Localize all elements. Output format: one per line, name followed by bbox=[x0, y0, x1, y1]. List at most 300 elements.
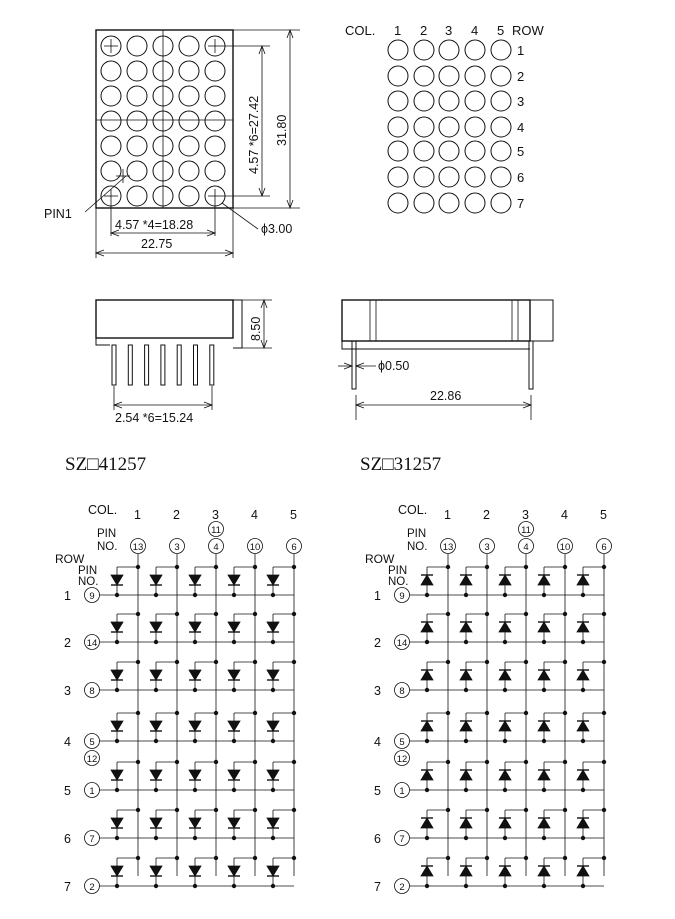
schematic-pin-label: PIN bbox=[97, 528, 117, 540]
junction-dot bbox=[115, 836, 119, 840]
led-diode-symbol bbox=[111, 866, 123, 876]
led-diode-symbol bbox=[499, 721, 511, 731]
junction-dot bbox=[136, 856, 140, 860]
junction-dot bbox=[253, 612, 257, 616]
front-led-dot bbox=[205, 61, 225, 81]
schematic-row-label: ROW bbox=[365, 552, 395, 566]
junction-dot bbox=[464, 739, 468, 743]
junction-dot bbox=[602, 760, 606, 764]
dotmap-led-dot bbox=[414, 167, 434, 187]
junction-dot bbox=[446, 565, 450, 569]
junction-dot bbox=[464, 884, 468, 888]
dotmap-led-dot bbox=[491, 141, 511, 161]
junction-dot bbox=[154, 593, 158, 597]
junction-dot bbox=[193, 788, 197, 792]
dim-width-pitch: 4.57 *4=18.28 bbox=[115, 218, 194, 232]
junction-dot bbox=[175, 808, 179, 812]
junction-dot bbox=[193, 739, 197, 743]
junction-dot bbox=[542, 593, 546, 597]
junction-dot bbox=[563, 660, 567, 664]
model-left-name: SZ□41257 bbox=[65, 454, 147, 475]
led-diode-symbol bbox=[150, 866, 162, 876]
junction-dot bbox=[425, 788, 429, 792]
junction-dot bbox=[292, 565, 296, 569]
side-pin bbox=[194, 345, 198, 385]
junction-dot bbox=[524, 711, 528, 715]
junction-dot bbox=[446, 711, 450, 715]
junction-dot bbox=[136, 711, 140, 715]
junction-dot bbox=[581, 788, 585, 792]
row-pin-number: 7 bbox=[89, 834, 95, 845]
dot-map-diagram bbox=[345, 23, 545, 213]
junction-dot bbox=[232, 836, 236, 840]
model-right-name: SZ□31257 bbox=[360, 454, 442, 475]
dotmap-led-dot bbox=[388, 66, 408, 86]
dim-pin-diameter: ϕ0.50 bbox=[378, 359, 410, 373]
front-led-dot bbox=[101, 161, 121, 181]
schematic-row-number: 4 bbox=[64, 735, 71, 749]
schematic-row-number: 6 bbox=[374, 832, 381, 846]
led-diode-symbol bbox=[189, 721, 201, 731]
junction-dot bbox=[542, 788, 546, 792]
junction-dot bbox=[524, 612, 528, 616]
schematic-col-number: 5 bbox=[290, 508, 297, 522]
schematic-col-number: 3 bbox=[212, 508, 219, 522]
dotmap-led-dot bbox=[388, 141, 408, 161]
junction-dot bbox=[193, 884, 197, 888]
junction-dot bbox=[175, 760, 179, 764]
led-diode-symbol bbox=[538, 770, 550, 780]
dotmap-row-number: 4 bbox=[517, 120, 525, 135]
led-diode-symbol bbox=[267, 770, 279, 780]
junction-dot bbox=[136, 808, 140, 812]
junction-dot bbox=[563, 711, 567, 715]
led-diode-symbol bbox=[577, 721, 589, 731]
led-diode-symbol bbox=[228, 575, 240, 585]
junction-dot bbox=[581, 593, 585, 597]
junction-dot bbox=[292, 856, 296, 860]
dotmap-led-dot bbox=[465, 193, 485, 213]
dotmap-led-dot bbox=[465, 40, 485, 60]
junction-dot bbox=[292, 711, 296, 715]
junction-dot bbox=[464, 640, 468, 644]
led-diode-symbol bbox=[150, 818, 162, 828]
junction-dot bbox=[503, 593, 507, 597]
led-diode-symbol bbox=[538, 818, 550, 828]
junction-dot bbox=[232, 739, 236, 743]
led-diode-symbol bbox=[499, 622, 511, 632]
led-diode-symbol bbox=[460, 866, 472, 876]
row-pin-number: 1 bbox=[399, 786, 405, 797]
led-diode-symbol bbox=[111, 818, 123, 828]
schematic-col-number: 1 bbox=[444, 508, 451, 522]
side-pin bbox=[177, 345, 181, 385]
junction-dot bbox=[464, 593, 468, 597]
schematic-row-number: 2 bbox=[374, 636, 381, 650]
front-view-drawing bbox=[44, 30, 300, 258]
led-diode-symbol bbox=[577, 866, 589, 876]
junction-dot bbox=[464, 836, 468, 840]
junction-dot bbox=[425, 836, 429, 840]
dotmap-row-number: 6 bbox=[517, 170, 525, 185]
junction-dot bbox=[271, 884, 275, 888]
junction-dot bbox=[253, 808, 257, 812]
junction-dot bbox=[214, 808, 218, 812]
dotmap-column-numbers bbox=[394, 23, 504, 38]
junction-dot bbox=[154, 640, 158, 644]
junction-dot bbox=[154, 688, 158, 692]
junction-dot bbox=[524, 565, 528, 569]
dotmap-led-dot bbox=[414, 193, 434, 213]
junction-dot bbox=[542, 739, 546, 743]
schematic-col-label: COL. bbox=[398, 503, 428, 517]
junction-dot bbox=[115, 688, 119, 692]
junction-dot bbox=[154, 884, 158, 888]
led-diode-symbol bbox=[577, 575, 589, 585]
dotmap-led-dot bbox=[439, 40, 459, 60]
led-diode-symbol bbox=[421, 575, 433, 585]
schematic-row-number: 3 bbox=[64, 684, 71, 698]
junction-dot bbox=[485, 660, 489, 664]
led-diode-symbol bbox=[538, 721, 550, 731]
led-diode-symbol bbox=[421, 622, 433, 632]
junction-dot bbox=[214, 711, 218, 715]
led-diode-symbol bbox=[538, 866, 550, 876]
led-diode-symbol bbox=[421, 770, 433, 780]
dotmap-row-number: 1 bbox=[517, 43, 525, 58]
junction-dot bbox=[136, 612, 140, 616]
junction-dot bbox=[503, 788, 507, 792]
junction-dot bbox=[253, 856, 257, 860]
schematic-row-number: 1 bbox=[64, 589, 71, 603]
junction-dot bbox=[214, 856, 218, 860]
junction-dot bbox=[602, 808, 606, 812]
junction-dot bbox=[253, 760, 257, 764]
dotmap-led-dot bbox=[414, 141, 434, 161]
schematic-row-number: 5 bbox=[64, 784, 71, 798]
dotmap-led-dot bbox=[414, 117, 434, 137]
side-pin bbox=[128, 345, 132, 385]
junction-dot bbox=[485, 612, 489, 616]
led-diode-symbol bbox=[267, 866, 279, 876]
led-diode-symbol bbox=[538, 670, 550, 680]
junction-dot bbox=[154, 836, 158, 840]
schematic-row-number: 7 bbox=[374, 880, 381, 894]
front-led-dot bbox=[179, 136, 199, 156]
side-body-outline bbox=[96, 300, 233, 338]
dotmap-led-dot bbox=[465, 91, 485, 111]
dotmap-col-number: 2 bbox=[420, 23, 428, 38]
dotmap-led-dot bbox=[414, 66, 434, 86]
side-pin bbox=[210, 345, 214, 385]
dim-width-total: 22.75 bbox=[141, 237, 173, 251]
led-diode-symbol bbox=[460, 770, 472, 780]
junction-dot bbox=[214, 612, 218, 616]
junction-dot bbox=[253, 711, 257, 715]
led-diode-symbol bbox=[499, 818, 511, 828]
schematic-col-number: 4 bbox=[251, 508, 258, 522]
junction-dot bbox=[446, 856, 450, 860]
junction-dot bbox=[464, 788, 468, 792]
dotmap-led-dot bbox=[439, 117, 459, 137]
schematic-row-number: 6 bbox=[64, 832, 71, 846]
junction-dot bbox=[193, 836, 197, 840]
junction-dot bbox=[563, 808, 567, 812]
row-pin-number: 5 bbox=[399, 737, 405, 748]
dotmap-led-dot bbox=[388, 167, 408, 187]
junction-dot bbox=[115, 640, 119, 644]
schematic-row-pin-label: PIN bbox=[388, 565, 408, 577]
junction-dot bbox=[154, 788, 158, 792]
row-pin-number: 1 bbox=[89, 786, 95, 797]
schematic-no-label: NO. bbox=[97, 541, 118, 553]
led-diode-symbol bbox=[189, 622, 201, 632]
junction-dot bbox=[503, 739, 507, 743]
led-diode-symbol bbox=[577, 818, 589, 828]
led-diode-symbol bbox=[577, 770, 589, 780]
junction-dot bbox=[271, 788, 275, 792]
led-diode-symbol bbox=[150, 575, 162, 585]
junction-dot bbox=[602, 612, 606, 616]
dotmap-row-number: 5 bbox=[517, 144, 525, 159]
junction-dot bbox=[232, 884, 236, 888]
front-led-dot bbox=[179, 36, 199, 56]
front-led-dot bbox=[179, 161, 199, 181]
col-pin-number: 3 bbox=[484, 542, 490, 553]
schematic-col-number: 4 bbox=[561, 508, 568, 522]
schematic-row-pin-label: PIN bbox=[78, 565, 98, 577]
junction-dot bbox=[524, 760, 528, 764]
dim-dot-diameter: ϕ3.00 bbox=[261, 222, 293, 236]
junction-dot bbox=[563, 856, 567, 860]
side-view-left-drawing bbox=[96, 300, 272, 425]
schematic-col-number: 2 bbox=[483, 508, 490, 522]
led-diode-symbol bbox=[111, 721, 123, 731]
schematic-col-number: 3 bbox=[522, 508, 529, 522]
dotmap-led-dot bbox=[439, 167, 459, 187]
schematic-row-number: 3 bbox=[374, 684, 381, 698]
led-diode-symbol bbox=[577, 670, 589, 680]
front-led-dot bbox=[127, 61, 147, 81]
junction-dot bbox=[464, 688, 468, 692]
dotmap-led-dot bbox=[491, 117, 511, 137]
side-pin bbox=[112, 345, 116, 385]
junction-dot bbox=[271, 739, 275, 743]
col-pin-number: 13 bbox=[442, 542, 454, 553]
led-diode-symbol bbox=[499, 866, 511, 876]
dotmap-led-dot bbox=[491, 66, 511, 86]
led-diode-symbol bbox=[421, 866, 433, 876]
led-diode-symbol bbox=[228, 866, 240, 876]
side-pin bbox=[145, 345, 149, 385]
col-pin-number: 4 bbox=[523, 542, 529, 553]
front-led-dot bbox=[179, 86, 199, 106]
led-diode-symbol bbox=[150, 721, 162, 731]
front-led-dot bbox=[127, 161, 147, 181]
junction-dot bbox=[136, 760, 140, 764]
junction-dot bbox=[193, 593, 197, 597]
row-pin-number: 9 bbox=[89, 591, 95, 602]
front-led-dot bbox=[205, 86, 225, 106]
row-pin-number: 9 bbox=[399, 591, 405, 602]
junction-dot bbox=[581, 836, 585, 840]
dotmap-dot-grid bbox=[388, 40, 511, 213]
junction-dot bbox=[563, 760, 567, 764]
junction-dot bbox=[193, 640, 197, 644]
junction-dot bbox=[503, 884, 507, 888]
led-diode-symbol bbox=[189, 575, 201, 585]
junction-dot bbox=[292, 760, 296, 764]
row-pin-number: 8 bbox=[89, 686, 95, 697]
junction-dot bbox=[136, 660, 140, 664]
junction-dot bbox=[602, 711, 606, 715]
junction-dot bbox=[232, 788, 236, 792]
junction-dot bbox=[175, 612, 179, 616]
dotmap-col-label: COL. bbox=[345, 23, 376, 38]
junction-dot bbox=[425, 593, 429, 597]
junction-dot bbox=[292, 808, 296, 812]
schematic-left-common-anode bbox=[55, 503, 302, 894]
schematic-col-number: 2 bbox=[173, 508, 180, 522]
dim-pin-pitch: 2.54 *6=15.24 bbox=[115, 411, 194, 425]
row-pin-number: 2 bbox=[399, 882, 405, 893]
junction-dot bbox=[524, 856, 528, 860]
led-diode-symbol bbox=[267, 622, 279, 632]
junction-dot bbox=[292, 660, 296, 664]
led-diode-symbol bbox=[228, 818, 240, 828]
junction-dot bbox=[563, 612, 567, 616]
dotmap-led-dot bbox=[465, 167, 485, 187]
led-diode-symbol bbox=[189, 770, 201, 780]
schematic-row-number: 5 bbox=[374, 784, 381, 798]
junction-dot bbox=[581, 640, 585, 644]
dotmap-row-number: 7 bbox=[517, 196, 525, 211]
front-led-dot bbox=[127, 136, 147, 156]
junction-dot bbox=[271, 688, 275, 692]
front-led-dot bbox=[127, 86, 147, 106]
row-pin-number: 14 bbox=[86, 638, 98, 649]
front-led-dot bbox=[179, 111, 199, 131]
junction-dot bbox=[271, 593, 275, 597]
dim-height-pitch: 4.57 *6=27.42 bbox=[247, 95, 261, 174]
schematic-right-common-cathode bbox=[365, 503, 612, 894]
led-diode-symbol bbox=[267, 818, 279, 828]
junction-dot bbox=[446, 808, 450, 812]
dotmap-col-number: 5 bbox=[497, 23, 505, 38]
led-diode-symbol bbox=[111, 575, 123, 585]
junction-dot bbox=[503, 836, 507, 840]
dotmap-led-dot bbox=[388, 91, 408, 111]
junction-dot bbox=[193, 688, 197, 692]
junction-dot bbox=[214, 660, 218, 664]
dotmap-led-dot bbox=[414, 91, 434, 111]
side-pin bbox=[161, 345, 165, 385]
led-diode-symbol bbox=[577, 622, 589, 632]
col-pin-number: 3 bbox=[174, 542, 180, 553]
junction-dot bbox=[542, 884, 546, 888]
junction-dot bbox=[485, 760, 489, 764]
col-pin-number: 6 bbox=[601, 542, 607, 553]
dotmap-led-dot bbox=[439, 193, 459, 213]
led-diode-symbol bbox=[460, 818, 472, 828]
col-pin-number: 4 bbox=[213, 542, 219, 553]
dotmap-led-dot bbox=[388, 117, 408, 137]
dotmap-col-number: 4 bbox=[471, 23, 479, 38]
junction-dot bbox=[581, 739, 585, 743]
dotmap-col-number: 3 bbox=[445, 23, 453, 38]
led-diode-symbol bbox=[150, 770, 162, 780]
led-diode-symbol bbox=[460, 575, 472, 585]
led-diode-symbol bbox=[267, 575, 279, 585]
front-led-dot bbox=[179, 61, 199, 81]
junction-dot bbox=[446, 612, 450, 616]
front-led-dot bbox=[127, 186, 147, 206]
dotmap-row-number: 2 bbox=[517, 69, 525, 84]
led-diode-symbol bbox=[499, 670, 511, 680]
schematic-no-label: NO. bbox=[407, 541, 428, 553]
dim-row-spacing: 22.86 bbox=[430, 389, 462, 403]
row-pin-number: 7 bbox=[399, 834, 405, 845]
schematic-row-number: 1 bbox=[374, 589, 381, 603]
front-led-dot bbox=[205, 136, 225, 156]
front-led-dot bbox=[205, 161, 225, 181]
led-diode-symbol bbox=[460, 721, 472, 731]
led-diode-symbol bbox=[460, 670, 472, 680]
led-diode-symbol bbox=[228, 770, 240, 780]
front-led-dot bbox=[101, 136, 121, 156]
dotmap-led-dot bbox=[388, 193, 408, 213]
junction-dot bbox=[485, 808, 489, 812]
row-pin-number: 2 bbox=[89, 882, 95, 893]
led-diode-symbol bbox=[538, 575, 550, 585]
dotmap-led-dot bbox=[491, 40, 511, 60]
led-diode-symbol bbox=[111, 770, 123, 780]
junction-dot bbox=[581, 688, 585, 692]
junction-dot bbox=[253, 660, 257, 664]
junction-dot bbox=[542, 836, 546, 840]
junction-dot bbox=[154, 739, 158, 743]
col-pin-number: 10 bbox=[249, 542, 261, 553]
schematic-row-number: 4 bbox=[374, 735, 381, 749]
dotmap-led-dot bbox=[388, 40, 408, 60]
col-pin-number: 13 bbox=[132, 542, 144, 553]
led-diode-symbol bbox=[189, 818, 201, 828]
col-pin-number: 6 bbox=[291, 542, 297, 553]
junction-dot bbox=[175, 565, 179, 569]
dotmap-led-dot bbox=[439, 141, 459, 161]
front-led-dot bbox=[179, 186, 199, 206]
junction-dot bbox=[115, 884, 119, 888]
led-diode-symbol bbox=[267, 721, 279, 731]
row4-extra-pin-number: 12 bbox=[396, 754, 408, 765]
junction-dot bbox=[115, 593, 119, 597]
schematic-row-number: 7 bbox=[64, 880, 71, 894]
front-led-dot bbox=[205, 111, 225, 131]
schematic-col-number: 5 bbox=[600, 508, 607, 522]
junction-dot bbox=[271, 640, 275, 644]
junction-dot bbox=[175, 711, 179, 715]
junction-dot bbox=[271, 836, 275, 840]
junction-dot bbox=[214, 565, 218, 569]
dotmap-led-dot bbox=[491, 167, 511, 187]
col3-extra-pin-number: 11 bbox=[521, 525, 531, 536]
junction-dot bbox=[175, 660, 179, 664]
front-led-dot bbox=[127, 36, 147, 56]
junction-dot bbox=[136, 565, 140, 569]
junction-dot bbox=[581, 884, 585, 888]
dotmap-led-dot bbox=[465, 117, 485, 137]
front-led-dot bbox=[127, 111, 147, 131]
